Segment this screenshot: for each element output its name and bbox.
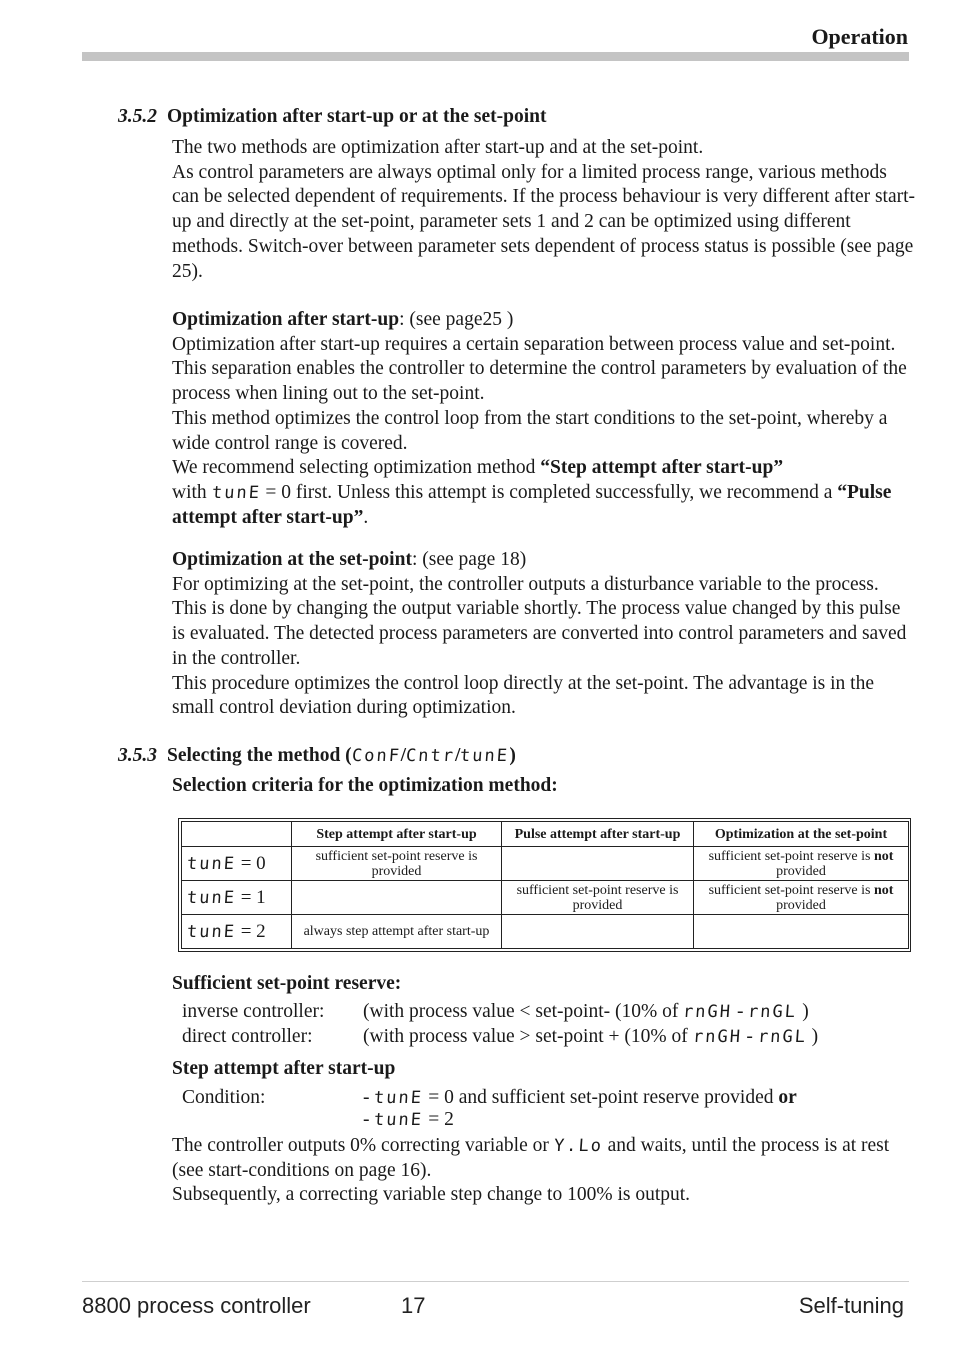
not-emphasis: not [873,882,894,898]
after-startup-p1: Optimization after start-up requires a certain separation between process value and set-point. This separation enables the controller to determine the control parameters by evaluation of the process when lining out to the set-point. [172,333,907,405]
tune-code: tunE [373,1110,425,1130]
not-emphasis: not [873,848,894,864]
text-run: with [172,481,212,503]
after-startup-p3 [172,456,917,530]
row-value: = 2 [235,920,266,942]
step-paragraphs [172,1134,917,1208]
table-row [182,847,909,881]
rngh-code: rnGH [682,1002,733,1022]
text-run: ) [806,1026,819,1047]
table-cell: always step attempt after start-up [292,915,502,949]
text-run: - [363,1087,375,1108]
reserve-heading: Sufficient set-point reserve: [172,973,402,994]
step-p1 [172,1134,917,1183]
text-run: provided [776,897,826,913]
intro-paragraph: The two methods are optimization after start-up and at the set-point. [172,137,704,158]
direct-text [363,1026,818,1048]
condition-label: Condition: [182,1087,266,1108]
pulse-attempt-emphasis: “Pulse attempt after start-up” [172,481,892,528]
table-cell: sufficient set-point reserve is provided [292,847,502,881]
text-run: (with process value > set-point + (10% of [363,1026,693,1047]
direct-label: direct controller: [182,1026,313,1047]
section-352-heading [118,106,546,128]
table-header: Optimization at the set-point [694,822,909,847]
text-run: - [741,1026,758,1047]
row-label [182,847,292,881]
at-setpoint-title: Optimization at the set-point [172,549,412,570]
after-startup-ref: : (see page25 ) [399,309,514,330]
section-number: 3.5.3 [118,745,157,766]
footer-page-number: 17 [401,1293,426,1318]
row-label [182,915,292,949]
table-cell [694,915,909,949]
text-run: We recommend selecting optimization method [172,457,541,479]
after-startup-block [172,308,917,530]
section-352-intro [172,136,917,284]
footer-product: 8800 process controller [82,1293,311,1318]
text-run: sufficient set-point reserve is [708,882,874,898]
row-value: = 0 [235,852,266,874]
step-p2: Subsequently, a correcting variable step change to 100% is output. [172,1184,691,1206]
ylo-code: Y.Lo [553,1136,604,1156]
text-run: provided [776,863,826,879]
header-rule [82,52,909,61]
text-run: = 0 first. Unless this attempt is completed successfully, we recommend a [260,481,838,503]
row-value: = 1 [235,886,266,908]
table-cell [502,847,694,881]
at-setpoint-block [172,548,917,721]
body-paragraph: As control parameters are always optimal only for a limited process range, various methods can be selected dependent of requirements. If the process behaviour is very different after start-up and directly at the set-point, parameter sets 1 and 2 can be optimized using different methods. Switch-over between parameter sets dependent of process status is possible (see page 25). [172,161,916,282]
tune-code: tunE [459,746,511,766]
table-cell [292,881,502,915]
after-startup-p2: This method optimizes the control loop from the start conditions to the set-point, whereby a wide control range is covered. [172,407,888,454]
table-header: Pulse attempt after start-up [502,822,694,847]
table-header [182,822,292,847]
after-startup-heading [172,308,917,333]
footer-section: Self-tuning [798,1293,904,1318]
text-run: ) [797,1001,809,1022]
page-header-title: Operation [811,24,908,49]
separator: / [455,745,461,766]
close-paren: ) [509,745,516,766]
text-run: - [363,1109,375,1130]
step-attempt-emphasis: “Step attempt after start-up” [540,457,784,479]
table-cell [694,881,909,915]
tune-code: tunE [186,853,237,874]
table-row [182,915,909,949]
table-row [182,881,909,915]
section-number: 3.5.2 [118,106,157,127]
at-setpoint-ref: : (see page 18) [411,549,527,570]
table-header: Step attempt after start-up [292,822,502,847]
footer-rule [82,1281,909,1282]
text-run: - [732,1001,749,1022]
at-setpoint-heading [172,548,917,573]
text-run: The controller outputs 0% correcting variable or [172,1135,554,1156]
after-startup-title: Optimization after start-up [172,309,400,330]
condition-2 [363,1109,454,1131]
cntr-code: Cntr [405,746,456,766]
tune-code: tunE [210,482,262,503]
at-setpoint-p1: For optimizing at the set-point, the controller outputs a disturbance variable to the process. This is done by changing the output variable shortly. The process value changed by this pulse is evaluated. The detected process parameters are converted into control parameters and saved in the controller. [172,573,907,669]
text-run: = 0 and sufficient set-point reserve provided [423,1087,779,1108]
row-label [182,881,292,915]
section-title: Selecting the method ( [167,745,352,766]
section-title: Optimization after start-up or at the set-point [167,106,547,127]
tune-code: tunE [186,921,237,942]
tune-code: tunE [186,887,237,908]
text-run: and waits, until the process is at rest (see start-conditions on page 16). [172,1135,890,1181]
step-heading: Step attempt after start-up [172,1058,396,1079]
table-cell [502,915,694,949]
at-setpoint-p2: This procedure optimizes the control loop directly at the set-point. The advantage is in the small control deviation during optimization. [172,672,874,719]
method-selection-table [178,818,911,952]
section-353-heading [118,745,516,767]
table-header-row [182,822,909,847]
rngl-code: rnGL [747,1002,799,1022]
rngl-code: rnGL [757,1027,808,1047]
text-run: sufficient set-point reserve is [708,848,874,864]
inverse-text [363,1001,809,1023]
condition-1 [363,1087,797,1109]
text-run: = 2 [423,1109,454,1130]
selection-criteria-heading: Selection criteria for the optimization method: [172,775,558,796]
tune-code: tunE [373,1088,425,1108]
or-emphasis: or [778,1087,797,1108]
rngh-code: rnGH [691,1027,743,1047]
text-run: . [363,506,369,528]
table-cell: sufficient set-point reserve is provided [502,881,694,915]
table-cell [694,847,909,881]
separator: / [400,745,407,766]
conf-code: ConF [350,746,402,766]
text-run: (with process value < set-point- (10% of [363,1001,684,1022]
inverse-label: inverse controller: [182,1001,325,1022]
